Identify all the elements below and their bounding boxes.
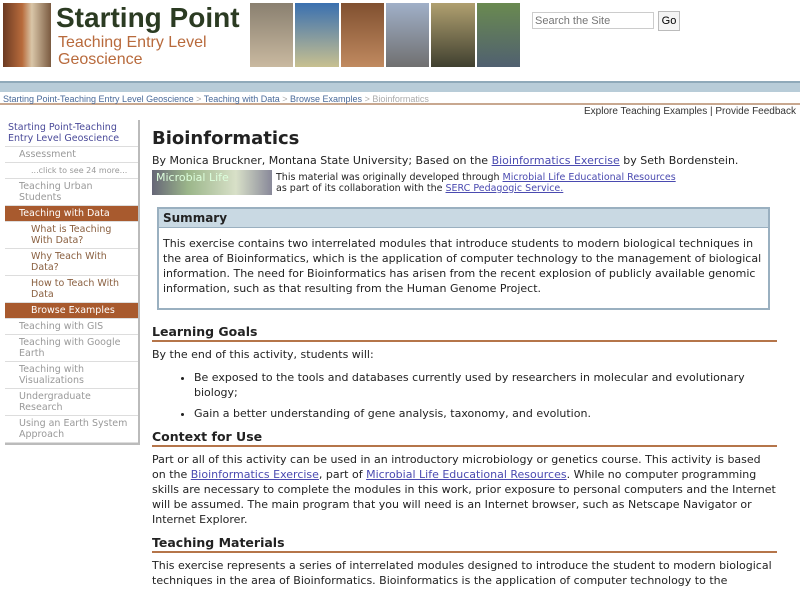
microbial-life-credit xyxy=(152,170,777,195)
sidebar-item-why[interactable]: Why Teach With Data? xyxy=(5,249,138,276)
byline-text: by Seth Bordenstein. xyxy=(619,154,739,167)
main-content xyxy=(152,128,777,596)
sidebar-item-visualizations[interactable]: Teaching with Visualizations xyxy=(5,362,138,389)
go-button[interactable]: Go xyxy=(658,11,680,31)
microbial-life-logo[interactable]: Microbial Life xyxy=(152,170,272,195)
sidebar-item-urban[interactable]: Teaching Urban Students xyxy=(5,179,138,206)
sidebar-item-undergrad-research[interactable]: Undergraduate Research xyxy=(5,389,138,416)
goals-list xyxy=(194,370,777,421)
bioinformatics-exercise-link[interactable]: Bioinformatics Exercise xyxy=(491,154,620,167)
site-title[interactable]: Starting Point xyxy=(56,2,240,33)
explore-examples-link[interactable]: Explore Teaching Examples xyxy=(584,106,708,117)
sidebar-item-teaching-data[interactable]: Teaching with Data xyxy=(5,206,138,222)
text: Part or all of this activity can be used in an introductory microbiology or genetics course. This activity is based on the xyxy=(152,453,761,481)
sidebar-item-google-earth[interactable]: Teaching with Google Earth xyxy=(5,335,138,362)
text: . While no computer programming skills are necessary to complete the modules in this work, prior exposure to personal computers and the Internet will be assumed. The main program that you will need is an Internet browser, such as Netscape Navigator or Internet Explorer. xyxy=(152,468,776,526)
breadcrumb-link[interactable]: Teaching with Data xyxy=(203,94,280,104)
byline xyxy=(152,154,777,167)
summary-box xyxy=(157,207,770,310)
serc-link[interactable]: SERC Pedagogic Service. xyxy=(445,182,564,194)
sidebar-item-assessment[interactable]: Assessment xyxy=(5,147,138,163)
summary-heading: Summary xyxy=(159,209,768,228)
sidebar-item-home[interactable]: Starting Point-Teaching Entry Level Geoscience xyxy=(5,120,138,147)
utility-links: Explore Teaching Examples | Provide Feedback xyxy=(584,106,796,117)
site-subtitle[interactable]: Teaching Entry Level Geoscience xyxy=(58,34,207,68)
goals-intro: By the end of this activity, students will: xyxy=(152,348,374,361)
learning-goals-heading: Learning Goals xyxy=(152,324,777,342)
summary-text: This exercise contains two interrelated modules that introduce students to modern biological techniques in the area of Bioinformatics, which is the application of computer technology to the management of biological information. The need for Bioinformatics has arisen from the recent explosion of publicly available genomic information, such as that resulting from the Human Genome Project. xyxy=(163,237,762,295)
microbial-life-link[interactable]: Microbial Life Educational Resources xyxy=(366,468,567,481)
breadcrumb: Starting Point-Teaching Entry Level Geoscience > Teaching with Data > Browse Examples > Bioinformatics xyxy=(0,92,800,105)
sidebar-item-browse-examples[interactable]: Browse Examples xyxy=(5,303,138,319)
list-item: • Gain a better understanding of gene analysis, taxonomy, and evolution. xyxy=(194,406,777,421)
sidebar-more-link[interactable]: ...click to see 24 more... xyxy=(5,163,138,179)
sidebar-item-earth-system[interactable]: Using an Earth System Approach xyxy=(5,416,138,443)
teaching-materials-heading: Teaching Materials xyxy=(152,535,777,553)
breadcrumb-link[interactable]: Browse Examples xyxy=(290,94,363,104)
nav-bar xyxy=(0,81,800,92)
credit-text: as part of its collaboration with the xyxy=(276,182,446,194)
search-input[interactable] xyxy=(532,12,654,29)
sidebar xyxy=(5,120,140,445)
context-text xyxy=(152,452,777,527)
sidebar-item-what-is[interactable]: What is Teaching With Data? xyxy=(5,222,138,249)
logo-image xyxy=(3,3,51,67)
site-header xyxy=(0,0,800,80)
header-photos xyxy=(250,3,520,67)
byline-text: By Monica Bruckner, Montana State University; Based on the xyxy=(152,154,492,167)
materials-text: This exercise represents a series of interrelated modules designed to introduce the student to modern biological techniques in the area of Bioinformatics. Bioinformatics is the application of computer technology to the xyxy=(152,559,772,587)
context-heading: Context for Use xyxy=(152,429,777,447)
bioinformatics-exercise-link[interactable]: Bioinformatics Exercise xyxy=(190,468,319,481)
sidebar-item-how[interactable]: How to Teach With Data xyxy=(5,276,138,303)
feedback-link[interactable]: Provide Feedback xyxy=(715,106,796,117)
breadcrumb-link[interactable]: Starting Point-Teaching Entry Level Geoscience xyxy=(3,94,194,104)
page-title: Bioinformatics xyxy=(152,128,300,149)
microbial-life-link[interactable]: Microbial Life Educational Resources xyxy=(502,171,676,183)
credit-text: This material was originally developed through xyxy=(276,171,503,183)
text: , part of xyxy=(318,468,367,481)
list-item: • Be exposed to the tools and databases currently used by researchers in molecular and evolutionary biology; xyxy=(194,370,777,400)
sidebar-item-gis[interactable]: Teaching with GIS xyxy=(5,319,138,335)
breadcrumb-current: Bioinformatics xyxy=(372,94,429,104)
